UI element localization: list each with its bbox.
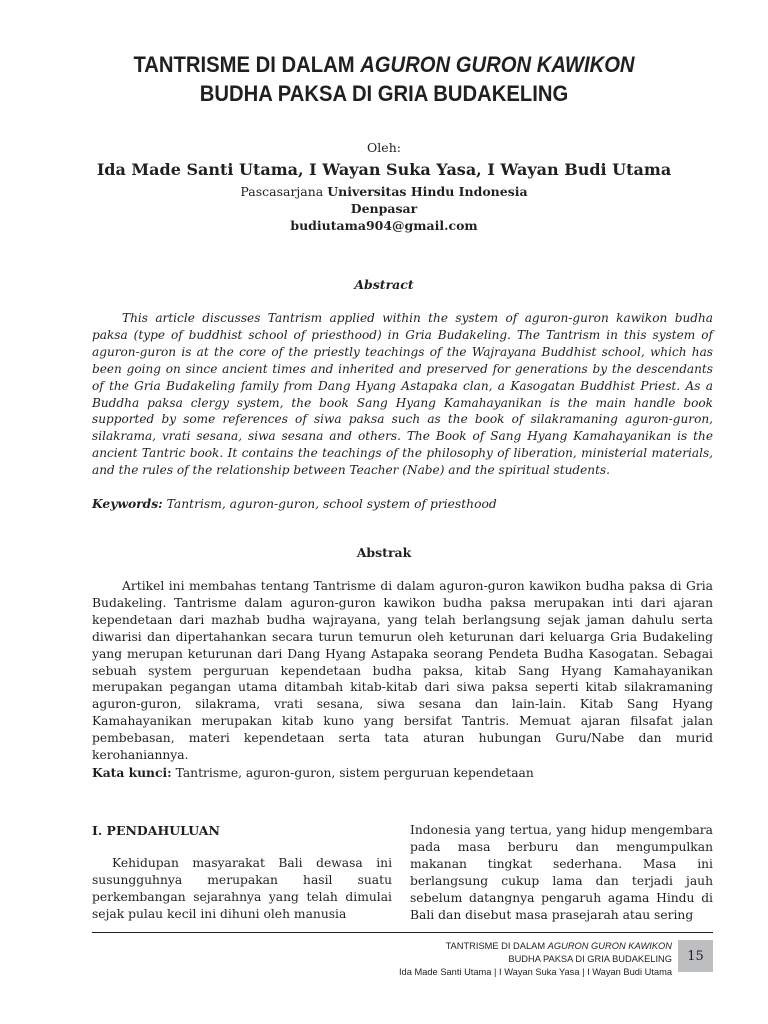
kata-kunci	[92, 765, 713, 780]
footer-line-1: TANTRISME DI DALAM AGURON GURON KAWIKON	[445, 941, 672, 951]
abstrak-heading: Abstrak	[356, 545, 412, 560]
paper-title	[31, 50, 738, 108]
title-italic: AGURON GURON KAWIKON	[360, 52, 635, 77]
footer-rule	[92, 932, 713, 933]
city: Denpasar	[350, 201, 418, 216]
abstract-body: This article discusses Tantrism applied within the system of aguron-guron kawikon budha paksa (type of buddhist school of priesthood) in Gria Budakeling. The Tantrism in this system of aguron-guron is at the core of the priestly teachings of the Wajrayana Buddhist school, which has been going on since ancient times and inherited and preserved for generations by the descendants of the Gria Budakeling family from Dang Hyang Astapaka clan, a Kasogatan Buddhist Priest. As a Buddha paksa clergy system, the book Sang Hyang Kamahayanikan is the main handle book supported by some references of siwa paksa such as the book of silakramaning aguron-guron, silakrama, vrati sesana, siwa sesana and others. The Book of Sang Hyang Kamahayanikan is the ancient Tantric book. It contains the teachings of the philosophy of liberation, ministerial materials, and the rules of the relationship between Teacher (Nabe) and the spiritual students.	[92, 311, 713, 478]
authors: Ida Made Santi Utama, I Wayan Suka Yasa, I Wayan Budi Utama	[96, 160, 672, 179]
page-number: 15	[678, 940, 713, 972]
abstract-heading: Abstract	[354, 277, 414, 292]
keywords-text: Tantrism, aguron-guron, school system of priesthood	[162, 497, 497, 511]
title-line-2: BUDHA PAKSA DI GRIA BUDAKELING	[199, 81, 569, 106]
section-heading: I. PENDAHULUAN	[92, 823, 220, 838]
keywords	[92, 496, 713, 511]
left-column	[92, 822, 392, 923]
oleh-label: Oleh:	[367, 140, 401, 155]
title-line-1: TANTRISME DI DALAM AGURON GURON KAWIKON	[133, 52, 635, 77]
kata-kunci-text: Tantrisme, aguron-guron, sistem perguruan kependetaan	[171, 766, 534, 780]
footer-authors: Ida Made Santi Utama | I Wayan Suka Yasa | I Wayan Budi Utama	[398, 967, 672, 977]
affiliation: Pascasarjana Universitas Hindu Indonesia	[240, 184, 528, 199]
left-column-text: Kehidupan masyarakat Bali dewasa ini susungguhnya merupakan hasil suatu perkembangan sejarahnya yang telah dimulai sejak pulau kecil ini dihuni oleh manusia	[92, 856, 392, 921]
running-footer	[399, 940, 672, 979]
email: budiutama904@gmail.com	[290, 218, 478, 233]
keywords-label: Keywords:	[92, 496, 163, 511]
abstrak-body: Artikel ini membahas tentang Tantrisme di dalam aguron-guron kawikon budha paksa di Gria Budakeling. Tantrisme dalam aguron-guron kawikon budha paksa merupakan inti dari ajaran kependetaan dari mazhab budha wajrayana, yang telah berlangsung sejak jaman dahulu serta diwarisi dan dipertahankan secara turun temurun oleh keturunan dari keluarga Gria Budakeling yang merupan keturunan dari Dang Hyang Astapaka seorang Pendeta Budha Kasogatan. Sebagai sebuah system perguruan kependetaan budha paksa, kitab Sang Hyang Kamahayanikan merupakan pegangan utama ditambah kitab-kitab dari siwa paksa seperti kitab silakramaning aguron-guron, silakrama, vrati sesana, siwa sesana dan lain-lain. Kitab Sang Hyang Kamahayanikan merupakan kitab kuno yang bersifat Tantris. Memuat ajaran filsafat jalan pembebasan, materi kependetaan serta tata aturan hubungan Guru/Nabe dan murid kerohaniannya.	[92, 579, 713, 763]
affiliation-block	[0, 183, 768, 234]
footer-line-2: BUDHA PAKSA DI GRIA BUDAKELING	[508, 954, 672, 964]
right-column-text: Indonesia yang tertua, yang hidup mengembara pada masa berburu dan mengumpulkan makanan tingkat sederhana. Masa ini berlangsung cukup lama dan terjadi jauh sebelum datangnya pengaruh agama Hindu di Bali dan disebut masa prasejarah atau sering	[410, 823, 713, 922]
kata-kunci-label: Kata kunci:	[92, 765, 172, 780]
